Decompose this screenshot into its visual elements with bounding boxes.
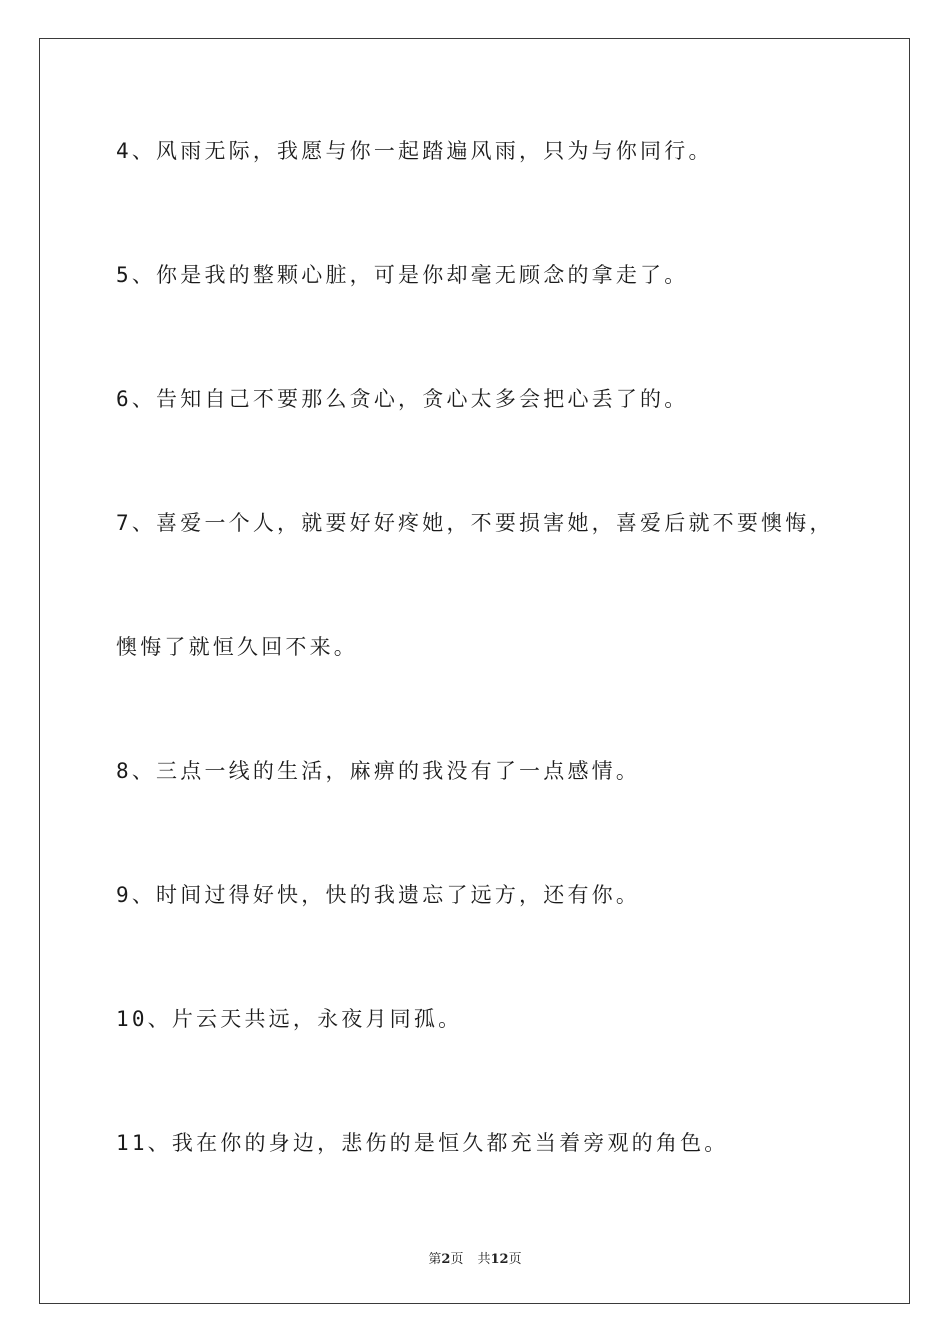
- text-line-10: 10、片云天共远，永夜月同孤。: [116, 1007, 463, 1031]
- total-pages: 12: [490, 1252, 509, 1267]
- text-line-11: 11、我在你的身边，悲伤的是恒久都充当着旁观的角色。: [116, 1131, 729, 1155]
- total-suffix: 页: [508, 1252, 522, 1267]
- total-prefix: 共: [477, 1252, 491, 1267]
- text-line-7-continued: 懊悔了就恒久回不来。: [116, 635, 358, 659]
- text-line-4: 4、风雨无际，我愿与你一起踏遍风雨，只为与你同行。: [116, 139, 713, 163]
- page-prefix: 第: [428, 1252, 442, 1267]
- text-line-9: 9、时间过得好快，快的我遗忘了远方，还有你。: [116, 883, 641, 907]
- page-number: 2: [441, 1252, 451, 1267]
- page-footer: [0, 1248, 950, 1267]
- text-line-8: 8、三点一线的生活，麻痹的我没有了一点感情。: [116, 759, 641, 783]
- text-line-7: 7、喜爱一个人，就要好好疼她，不要损害她，喜爱后就不要懊悔，: [116, 511, 834, 535]
- text-line-6: 6、告知自己不要那么贪心，贪心太多会把心丢了的。: [116, 387, 689, 411]
- page-frame: [39, 38, 910, 1304]
- text-line-5: 5、你是我的整颗心脏，可是你却毫无顾念的拿走了。: [116, 263, 689, 287]
- page-suffix: 页: [450, 1252, 464, 1267]
